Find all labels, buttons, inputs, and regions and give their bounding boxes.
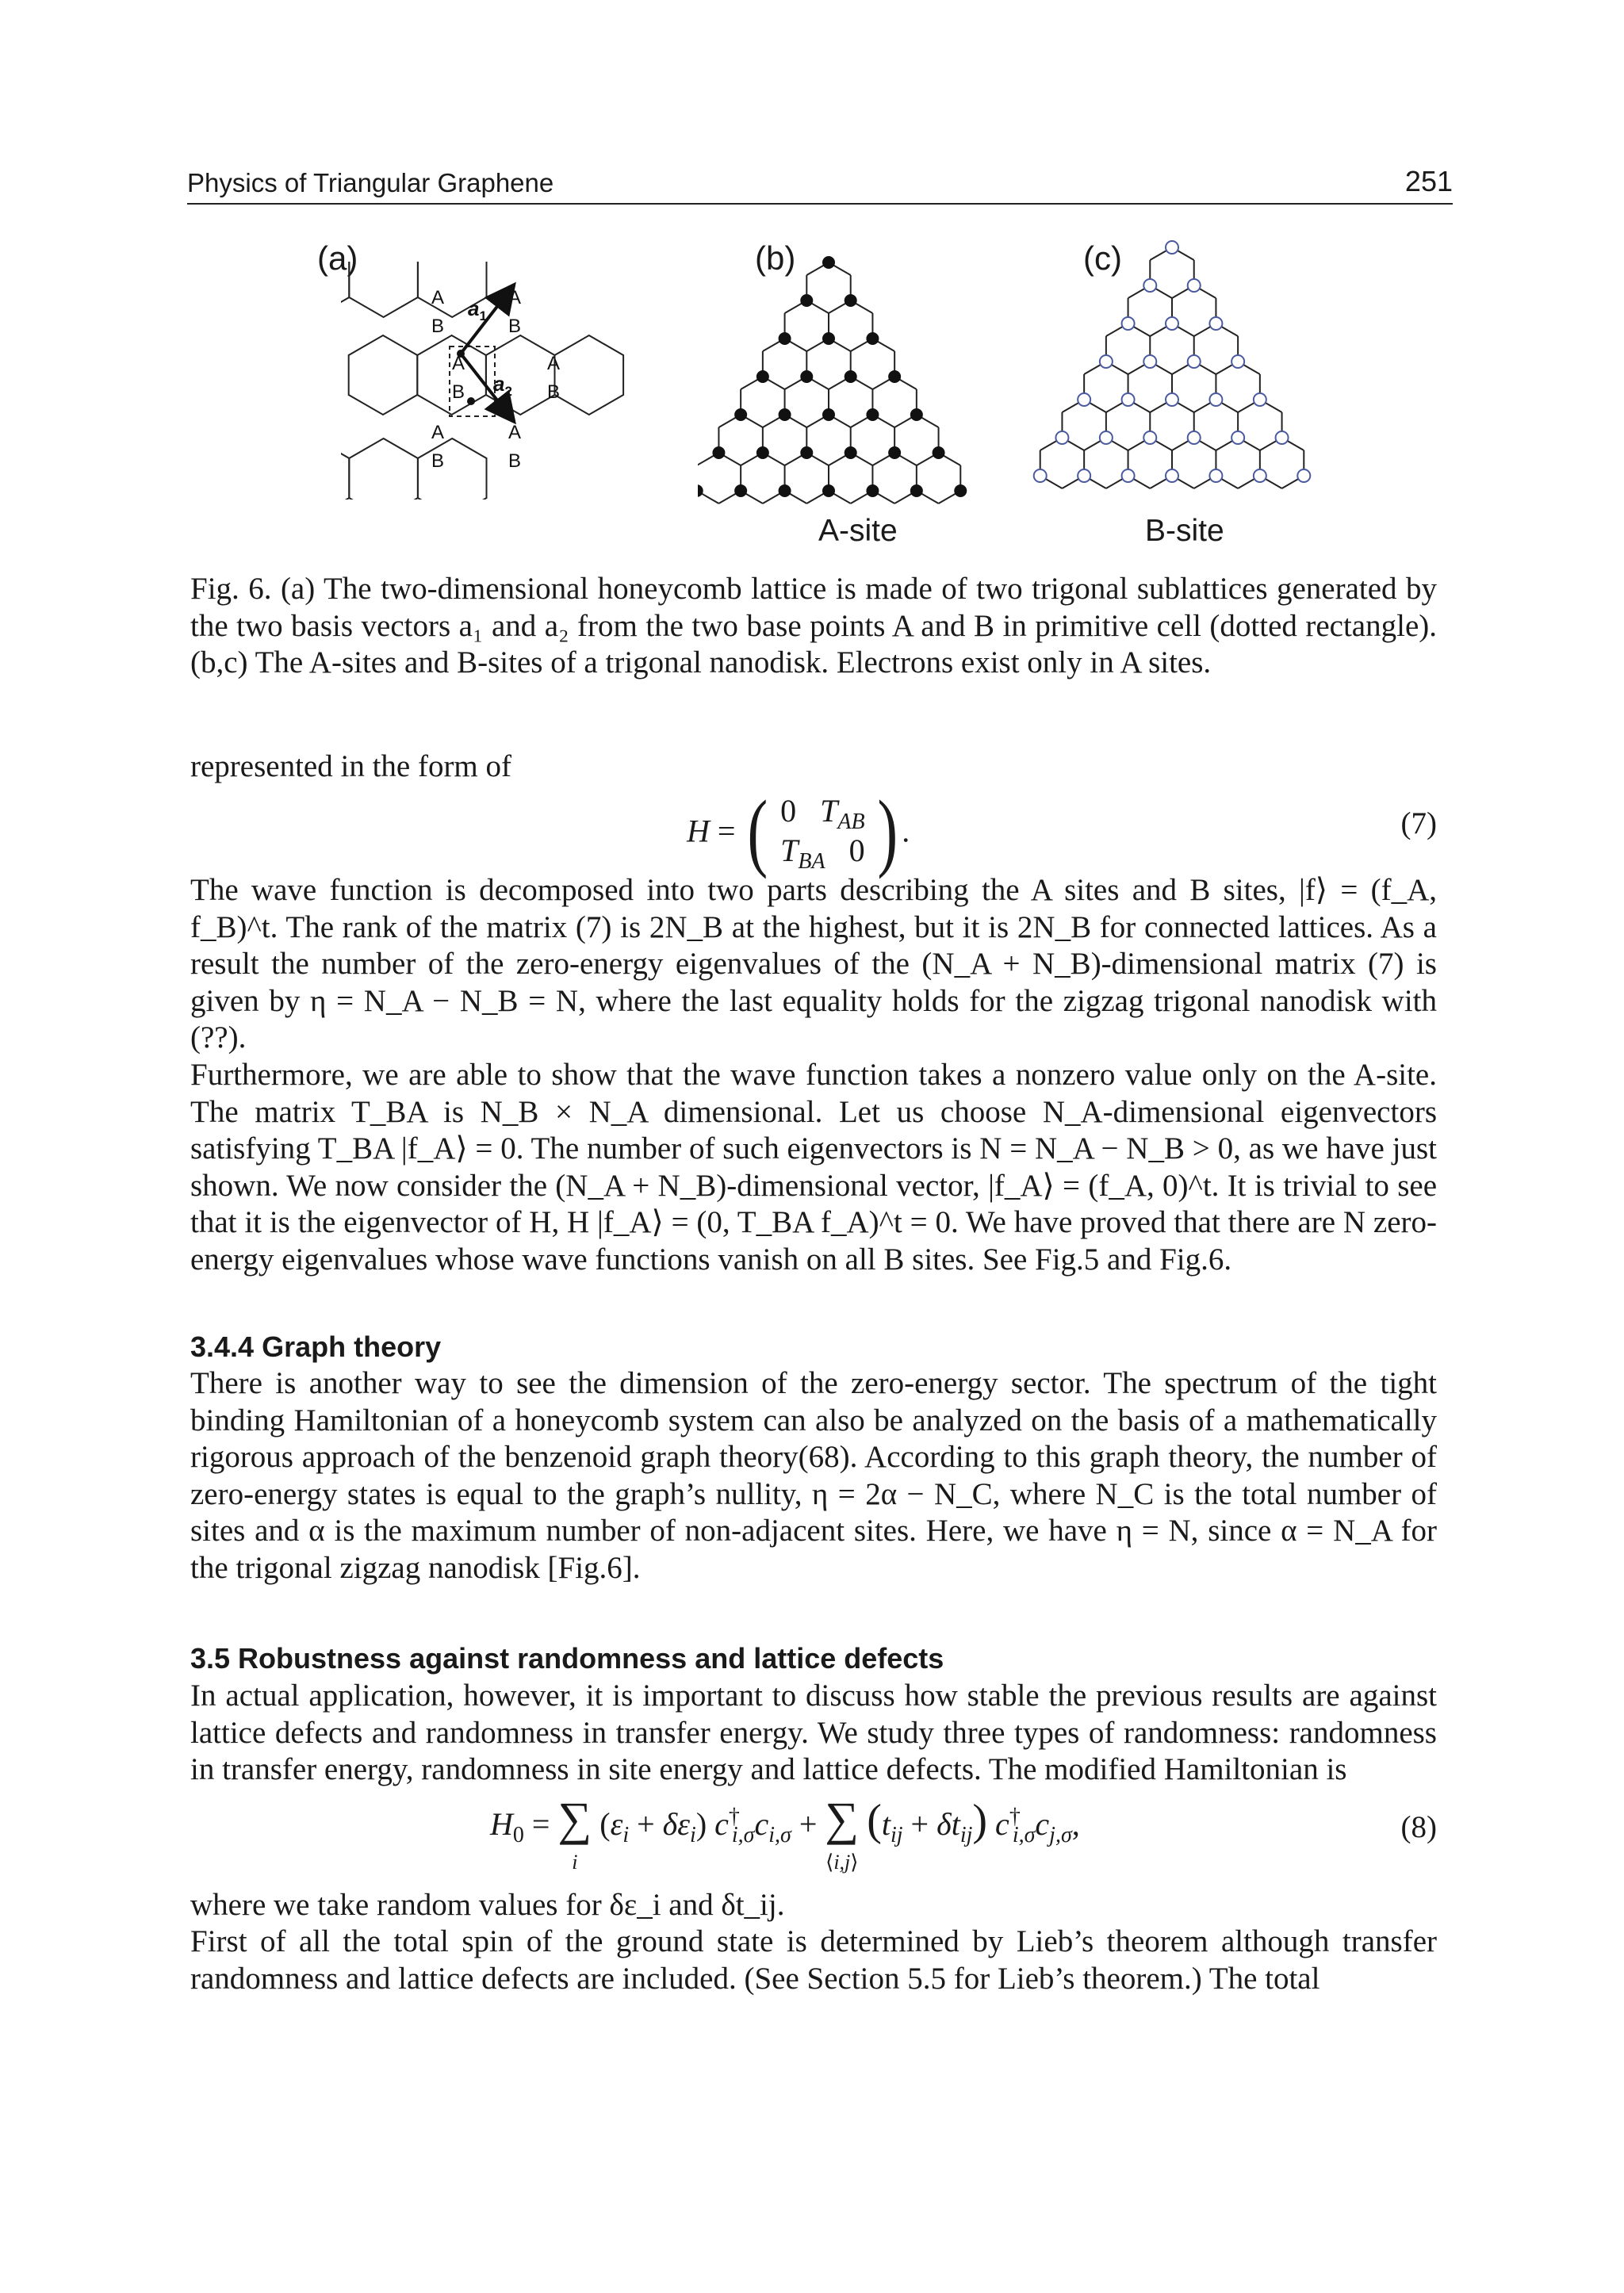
a-site-marker: [845, 294, 857, 307]
site-label: B: [431, 316, 445, 337]
hexagon: [341, 262, 349, 317]
a-site-marker: [800, 370, 813, 383]
b-site-marker: [1254, 469, 1266, 482]
b-site-marker: [1122, 469, 1135, 482]
b-site-marker: [1209, 393, 1222, 406]
running-header: [187, 163, 1453, 205]
a-site-label: A-site: [818, 514, 898, 548]
b-site-marker: [1143, 431, 1156, 444]
site-label: A: [452, 353, 465, 374]
honeycomb-lattice-diagram: [341, 262, 690, 500]
b-site-marker: [1166, 393, 1178, 406]
a-site-nanodisk-diagram: [698, 242, 999, 511]
b-site-marker: [1231, 431, 1244, 444]
b-site-marker: [1143, 279, 1156, 292]
b-site-marker: [1276, 431, 1289, 444]
a-site-marker: [910, 484, 923, 497]
b-site-marker: [1209, 317, 1222, 330]
b-site-marker: [1034, 469, 1047, 482]
panel-label-a: (a): [317, 239, 358, 277]
b-site-marker: [1100, 431, 1113, 444]
paragraph-graph-theory: There is another way to see the dimension of the zero-energy sector. The spectrum of the tight binding Hamiltonian of a honeycomb system can also be analyzed on the basis of a mathematically rigorous approach of the benzenoid graph theory(68). According to this graph theory, the number of zero-energy states is equal to the graph’s nullity, η = 2α − N_C, where N_C is the total number of sites and α is the maximum number of non-adjacent sites. Here, we have η = N, since α = N_A for the trigonal zigzag nanodisk [Fig.6].: [190, 1366, 1437, 1585]
site-label: A: [508, 422, 522, 443]
a-site-marker: [822, 332, 835, 345]
vector-label-a2: $a_2$: [493, 372, 512, 399]
running-title: Physics of Triangular Graphene: [187, 168, 554, 197]
paragraph-robustness: In actual application, however, it is important to discuss how stable the previous results are against lattice defects and randomness in transfer energy. We study three types of randomness: randomness in transfer energy, randomness in site energy and lattice defects. The modified Hamiltonian is: [190, 1679, 1437, 1786]
site-label: B: [452, 381, 465, 403]
intro-text: represented in the form of: [190, 749, 512, 783]
a-site-marker: [734, 408, 747, 421]
b-site-marker: [1055, 431, 1068, 444]
base-point-b: [467, 397, 475, 405]
a-site-marker: [910, 408, 923, 421]
site-label: B: [547, 381, 561, 403]
b-site-marker: [1188, 431, 1201, 444]
paragraph-furthermore: Furthermore, we are able to show that the wave function takes a nonzero value only on the A-site. The matrix T_BA is N_B × N_A dimensional. Let us choose N_A-dimensional eigenvectors satisfying T_BA |f_A⟩ = 0. The number of such eigenvectors is N = N_A − N_B > 0, as we have just shown. We now consider the (N_A + N_B)-dimensional vector, |f_A⟩ = (f_A, 0)^t. It is trivial to see that it is the eigenvector of H, H |f_A⟩ = (0, T_BA f_A)^t = 0. We have proved that there are N zero-energy eigenvalues whose wave functions vanish on all B sites. See Fig.5 and Fig.6.: [190, 1058, 1437, 1277]
a-site-marker: [779, 408, 791, 421]
equation-8: $H_0$ = ∑ i $(\varepsilon_i + \delta\varepsilon_i) c^\dagger_{i,\sigma}c_{i,\sigma}$ + ∑ ⟨i,j⟩ $(t_{ij} + \delta t_{ij})$ $c^\dagger_{i,\sigma}c_{j,\sigma}$,: [490, 1793, 1080, 1874]
b-site-marker: [1078, 393, 1090, 406]
a-site-marker: [698, 484, 703, 497]
section-heading-graph-theory: 3.4.4 Graph theory: [190, 1330, 442, 1363]
hexagon: [341, 438, 349, 500]
a-site-marker: [866, 332, 879, 345]
a-site-marker: [954, 484, 967, 497]
a-site-marker: [845, 370, 857, 383]
a-site-marker: [866, 484, 879, 497]
a-site-marker: [822, 484, 835, 497]
a-site-marker: [800, 294, 813, 307]
b-site-nanodisk-diagram: [1023, 230, 1340, 507]
a-site-marker: [888, 446, 901, 459]
a-site-marker: [800, 446, 813, 459]
a-site-marker: [712, 446, 725, 459]
b-site-marker: [1231, 355, 1244, 368]
b-site-marker: [1166, 469, 1178, 482]
a-site-marker: [779, 484, 791, 497]
page-number: 251: [1404, 165, 1453, 197]
site-label: A: [431, 287, 445, 308]
b-site-marker: [1122, 393, 1135, 406]
equation-7: H = ( 0 $T_{AB}$ $T_{BA}$ 0 ) .: [687, 783, 910, 879]
panel-label-b: (b): [755, 239, 796, 277]
equation-7-number: (7): [1400, 806, 1437, 840]
hexagon: [555, 335, 624, 415]
vector-label-a1: $a_1$: [468, 297, 487, 323]
a-site-marker: [734, 484, 747, 497]
b-site-marker: [1188, 279, 1201, 292]
paragraph-lieb: First of all the total spin of the ground state is determined by Lieb’s theorem although transfer randomness and lattice defects are included. (See Section 5.5 for Lieb’s theorem.) The total: [190, 1924, 1437, 1996]
b-site-marker: [1166, 317, 1178, 330]
b-site-marker: [1143, 355, 1156, 368]
a-site-marker: [779, 332, 791, 345]
panel-label-c: (c): [1083, 239, 1122, 277]
paragraph-random-values: where we take random values for δε_i and δt_ij.: [190, 1888, 785, 1922]
a-site-marker: [756, 370, 769, 383]
site-label: A: [431, 422, 445, 443]
hexagon: [349, 438, 418, 500]
b-site-marker: [1209, 469, 1222, 482]
paragraph-wave-function: The wave function is decomposed into two parts describing the A sites and B sites, |f⟩ = (f_A, f_B)^t. The rank of the matrix (7) is 2N_B at the highest, but it is 2N_B for connected lattices. As a result the number of the zero-energy eigenvalues of the (N_A + N_B)-dimensional matrix (7) is given by η = N_A − N_B = N, where the last equality holds for the zigzag trigonal nanodisk with (??).: [190, 873, 1437, 1055]
a-site-marker: [756, 446, 769, 459]
hexagon: [418, 438, 487, 500]
site-label: B: [508, 450, 522, 472]
b-site-label: B-site: [1145, 514, 1224, 548]
a-site-marker: [822, 408, 835, 421]
b-site-marker: [1122, 317, 1135, 330]
b-site-marker: [1166, 241, 1178, 254]
b-site-marker: [1078, 469, 1090, 482]
section-heading-robustness: 3.5 Robustness against randomness and lattice defects: [190, 1642, 944, 1675]
site-label: B: [431, 450, 445, 472]
hexagon: [349, 335, 418, 415]
site-label: A: [508, 287, 522, 308]
figure-caption: Fig. 6. (a) The two-dimensional honeycomb lattice is made of two trigonal sublattices generated by the two basis vectors a₁ and a₂ from the two base points A and B in primitive cell (dotted rectangle). (b,c) The A-sites and B-sites of a trigonal nanodisk. Electrons exist only in A sites.: [190, 572, 1437, 679]
a-site-marker: [933, 446, 945, 459]
b-site-marker: [1100, 355, 1113, 368]
a-site-marker: [822, 256, 835, 269]
b-site-marker: [1188, 355, 1201, 368]
site-label: A: [547, 353, 561, 374]
a-site-marker: [845, 446, 857, 459]
equation-8-number: (8): [1400, 1810, 1437, 1844]
b-site-marker: [1254, 393, 1266, 406]
b-site-marker: [1297, 469, 1310, 482]
a-site-marker: [866, 408, 879, 421]
a-site-marker: [888, 370, 901, 383]
hexagon: [349, 262, 418, 317]
site-label: B: [508, 316, 522, 337]
